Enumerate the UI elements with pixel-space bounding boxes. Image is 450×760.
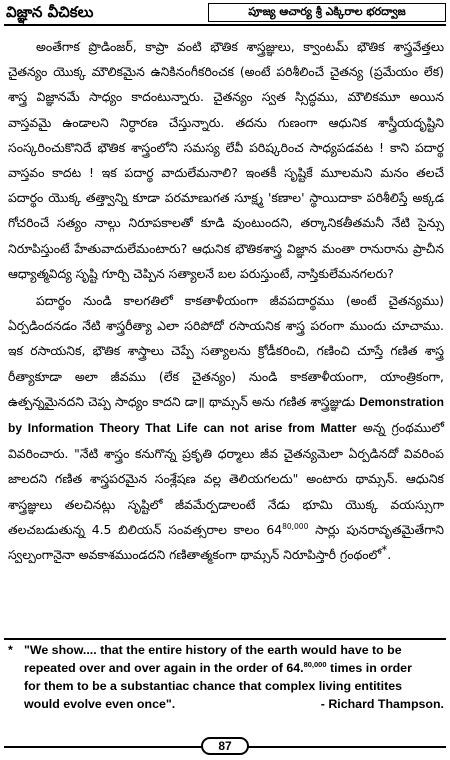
paragraph-1: అంతేగాక ప్రొడింజర్, కాప్రా వంటి భౌతిక శాస్త్రజ్ఞులు, క్వాంటమ్ భౌతిక శాస్త్రవేత్తలు చైతన్యం యొక్క మౌలికమైన ఉనికినంగీకరించక (అంటే పరిశీలించే చైతన్య (ప్రమేయం లేక) శాస్త్ర విజ్ఞానమే సాధ్యం కాదంటున్నారు. చైతన్యం స్వత స్సిద్ధము, మౌలికమూ అయిన వాస్తవమై ఉండాలని నిర్ధారణ చేస్తున్నారు. తదను గుణంగా ఆధునిక శాస్త్రీయదృష్టిని సంస్కరించుకొనిదే భౌతిక శాస్త్రంలోని సమస్య లేవీ పరిష్కరించ సాధ్యపడవట ! కాని పదార్థ వాస్తవం కాదట ! ఇక పదార్థ వాదులేమనాలి? ఇంతకీ సృష్టికే మూలమని మనం తలచే పదార్థం యొక్క తత్త్వాన్ని కూడా పరమాణుగత సూక్ష్మ 'కణాల' స్థాయిదాకా పరిశీలిస్తే అక్కడ గోచరించే సత్యం నాల్గు నిరూపకాలతో కూడి వుంటుందని, తర్కానికతీతమనీ నేటి సైన్సు నిరూపిస్తుంటే హేతువాదులేమంటారు? ఆధునిక భౌతికశాస్త్ర విజ్ఞాన మంతా రానురాను ప్రాచీన ఆధ్యాత్మవిద్య సృష్టి గూర్చి చెప్పిన సత్యాలనే బల పరుస్తుంటే, నాస్తికులేమనగలరు? bbox=[8, 39, 444, 281]
footnote-line-2 bbox=[8, 659, 444, 677]
footnote-line-4-text: would evolve even once". bbox=[24, 697, 176, 711]
main-text bbox=[8, 34, 444, 567]
footnote-star: * bbox=[8, 643, 13, 657]
paragraph-2 bbox=[8, 288, 444, 567]
footnote-attribution: - Richard Thampson. bbox=[320, 697, 444, 711]
author-box: పూజ్య ఆచార్య శ్రీ ఎక్కిరాల భరద్వాజ bbox=[208, 3, 446, 22]
footnote-reference-star: * bbox=[381, 542, 388, 557]
paragraph-2-end: . bbox=[387, 547, 392, 563]
paragraph-2-part-2: అన్న గ్రంథములో వివరించారు. "నేటి శాస్త్రం కనుగొన్న ప్రకృతి ధర్మాలు జీవ చైతన్యమెలా ఏర్పడినదో వివరింప జాలదని గణిత శాస్త్రపరమైన సంశ్లేషణ వల్ల తెలియగలదు" అంటారు థామ్సన్. ఆధునిక శాస్త్రజ్ఞులు తలచినట్లు సృష్టిలో జీవమేర్పడాలంటే నేడు భూమి యొక్క వయస్సుగా తలచబడుతున్న 4.5 బిలియన్ సంవత్సరాల కాలం 64 bbox=[8, 420, 444, 537]
footnote-line-2-part-2: times in order bbox=[326, 661, 412, 675]
header-rule bbox=[4, 24, 446, 26]
footnote-line-3: for them to be a substantiac chance that complex living entitites bbox=[24, 679, 402, 693]
footnote-exponent: 80,000 bbox=[303, 659, 327, 669]
book-title: విజ్ఞాన వీచికలు bbox=[6, 3, 94, 21]
page-header bbox=[4, 2, 446, 24]
footnote bbox=[8, 641, 444, 713]
english-book-title: Demonstration by Information Theory That Life can not arise from Matter bbox=[8, 394, 444, 436]
footnote-line-1 bbox=[8, 641, 444, 659]
footnote-line-4 bbox=[8, 695, 444, 713]
footnote-line-2-part-1: repeated over and over again in the order of 64. bbox=[24, 661, 304, 675]
page-footer bbox=[4, 737, 446, 755]
exponent: 80,000 bbox=[282, 521, 309, 531]
page-number: 87 bbox=[201, 737, 249, 755]
footnote-line-1-text: "We show.... that the entire history of the earth would have to be bbox=[24, 643, 402, 657]
footnote-rule bbox=[4, 638, 446, 640]
paragraph-2-part-3: సార్లు పునరావృతమైతేగాని స్వల్పంగానైనా అవకాశముండదని గణితాత్మకంగా థామ్సన్ నిరూపిస్తారీ గ్రంథంలో bbox=[8, 521, 444, 563]
paragraph-2-part-1: పదార్థం నుండి కాలగతిలో కాకతాళీయంగా జీవపదార్థము (అంటే చైతన్యము) ఏర్పడిందనడం నేటి శాస్త్రరీత్యా ఎలా సరిపోదో రసాయనిక శాస్త్ర పరంగా ముందు చూచాము. ఇక రసాయనిక, భౌతిక శాస్త్రాలు చెప్పే సత్యాలను క్రోడీకరించి, గణించి చూస్తే గణిత శాస్త్ర రీత్యాకూడా అలా జీవము (లేక చైతన్యం) నుండి కాకతాళీయంగా, యాంత్రికంగా, ఉత్పన్నమైనదని చెప్ప సాధ్యం కాదని డా॥ థామ్సన్ అను గణిత శాస్త్రజ్ఞుడు bbox=[8, 293, 444, 409]
